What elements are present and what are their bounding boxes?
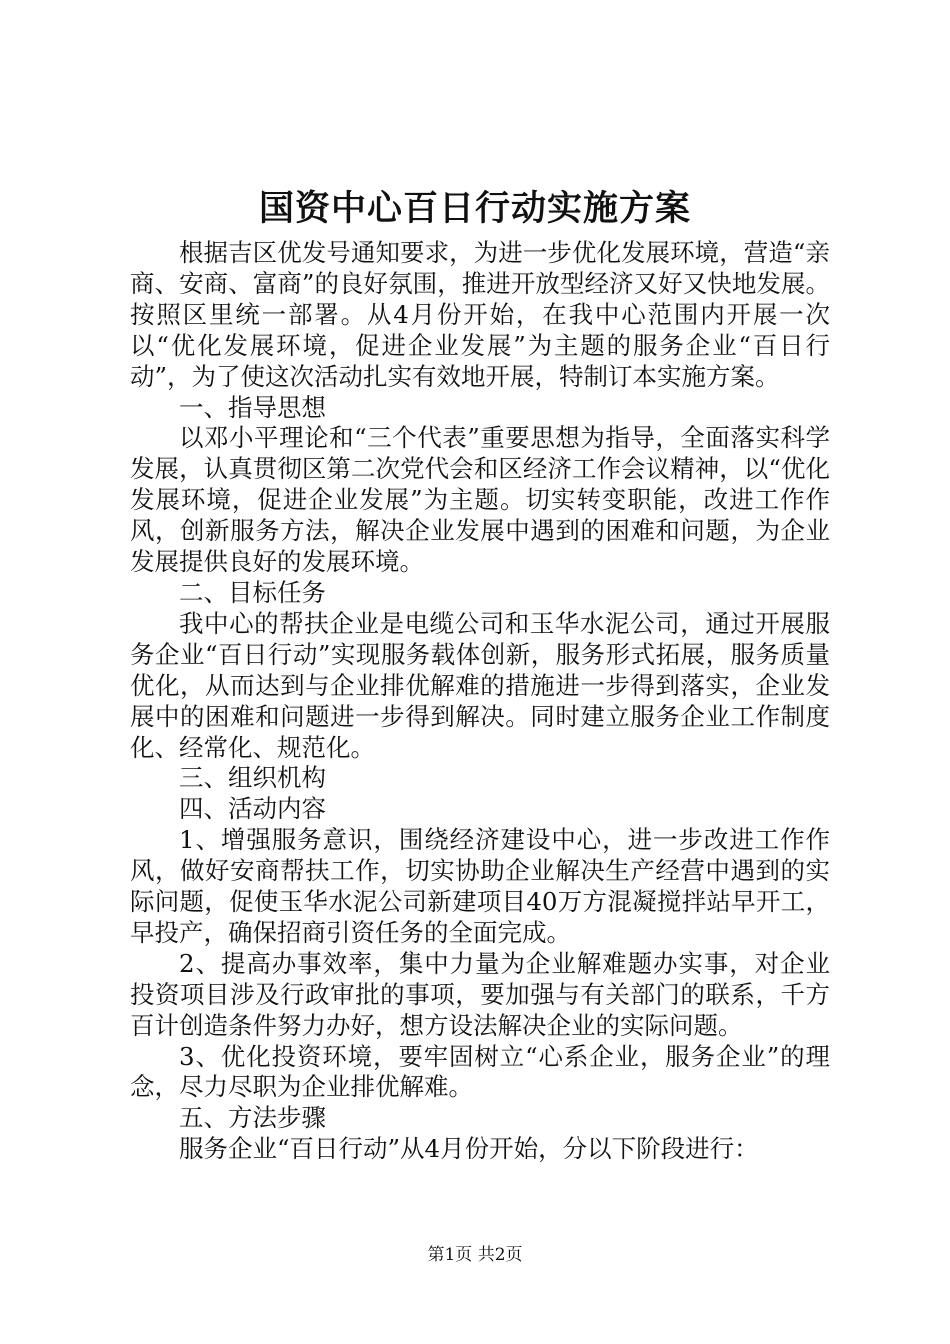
objectives-paragraph: 我中心的帮扶企业是电缆公司和玉华水泥公司，通过开展服务企业“百日行动”实现服务载体创新，服务形式拓展，服务质量优化，从而达到与企业排优解难的措施进一步得到落实，企业发展中的困难和问题进一步得到解决。同时建立服务企业工作制度化、经常化、规范化。 (130, 608, 830, 762)
section-heading-organization: 三、组织机构 (179, 763, 326, 793)
activity-item-1: 1、增强服务意识，围绕经济建设中心，进一步改进工作作风，做好安商帮扶工作，切实协助企业解决生产经营中遇到的实际问题，促使玉华水泥公司新建项目40万方混凝搅拌站早开工，早投产，确保招商引资任务的全面完成。 (130, 825, 830, 947)
section-heading-activities: 四、活动内容 (179, 794, 326, 824)
section-heading-objectives: 二、目标任务 (179, 577, 326, 607)
section-heading-guiding-ideology: 一、指导思想 (179, 392, 326, 422)
steps-paragraph: 服务企业“百日行动”从4月份开始，分以下阶段进行： (179, 1134, 759, 1164)
page-number-footer: 第1页 共2页 (427, 1245, 523, 1265)
activity-item-2: 2、提高办事效率，集中力量为企业解难题办实事，对企业投资项目涉及行政审批的事项，要加强与有关部门的联系，千方百计创造条件努力办好，想方设法解决企业的实际问题。 (130, 948, 830, 1040)
document-body (130, 238, 830, 1165)
document-title: 国资中心百日行动实施方案 (258, 188, 691, 229)
guiding-ideology-paragraph: 以邓小平理论和“三个代表”重要思想为指导，全面落实科学发展，认真贯彻区第二次党代会和区经济工作会议精神，以“优化发展环境，促进企业发展”为主题。切实转变职能，改进工作作风，创新服务方法，解决企业发展中遇到的困难和问题，为企业发展提供良好的发展环境。 (130, 423, 830, 577)
section-heading-steps: 五、方法步骤 (179, 1103, 326, 1133)
activity-item-3: 3、优化投资环境，要牢固树立“心系企业，服务企业”的理念，尽力尽职为企业排优解难。 (130, 1041, 830, 1102)
intro-paragraph: 根据吉区优发号通知要求，为进一步优化发展环境，营造“亲商、安商、富商”的良好氛围，推进开放型经济又好又快地发展。按照区里统一部署。从4月份开始，在我中心范围内开展一次以“优化发展环境，促进企业发展”为主题的服务企业“百日行动”，为了使这次活动扎实有效地开展，特制订本实施方案。 (130, 238, 830, 391)
